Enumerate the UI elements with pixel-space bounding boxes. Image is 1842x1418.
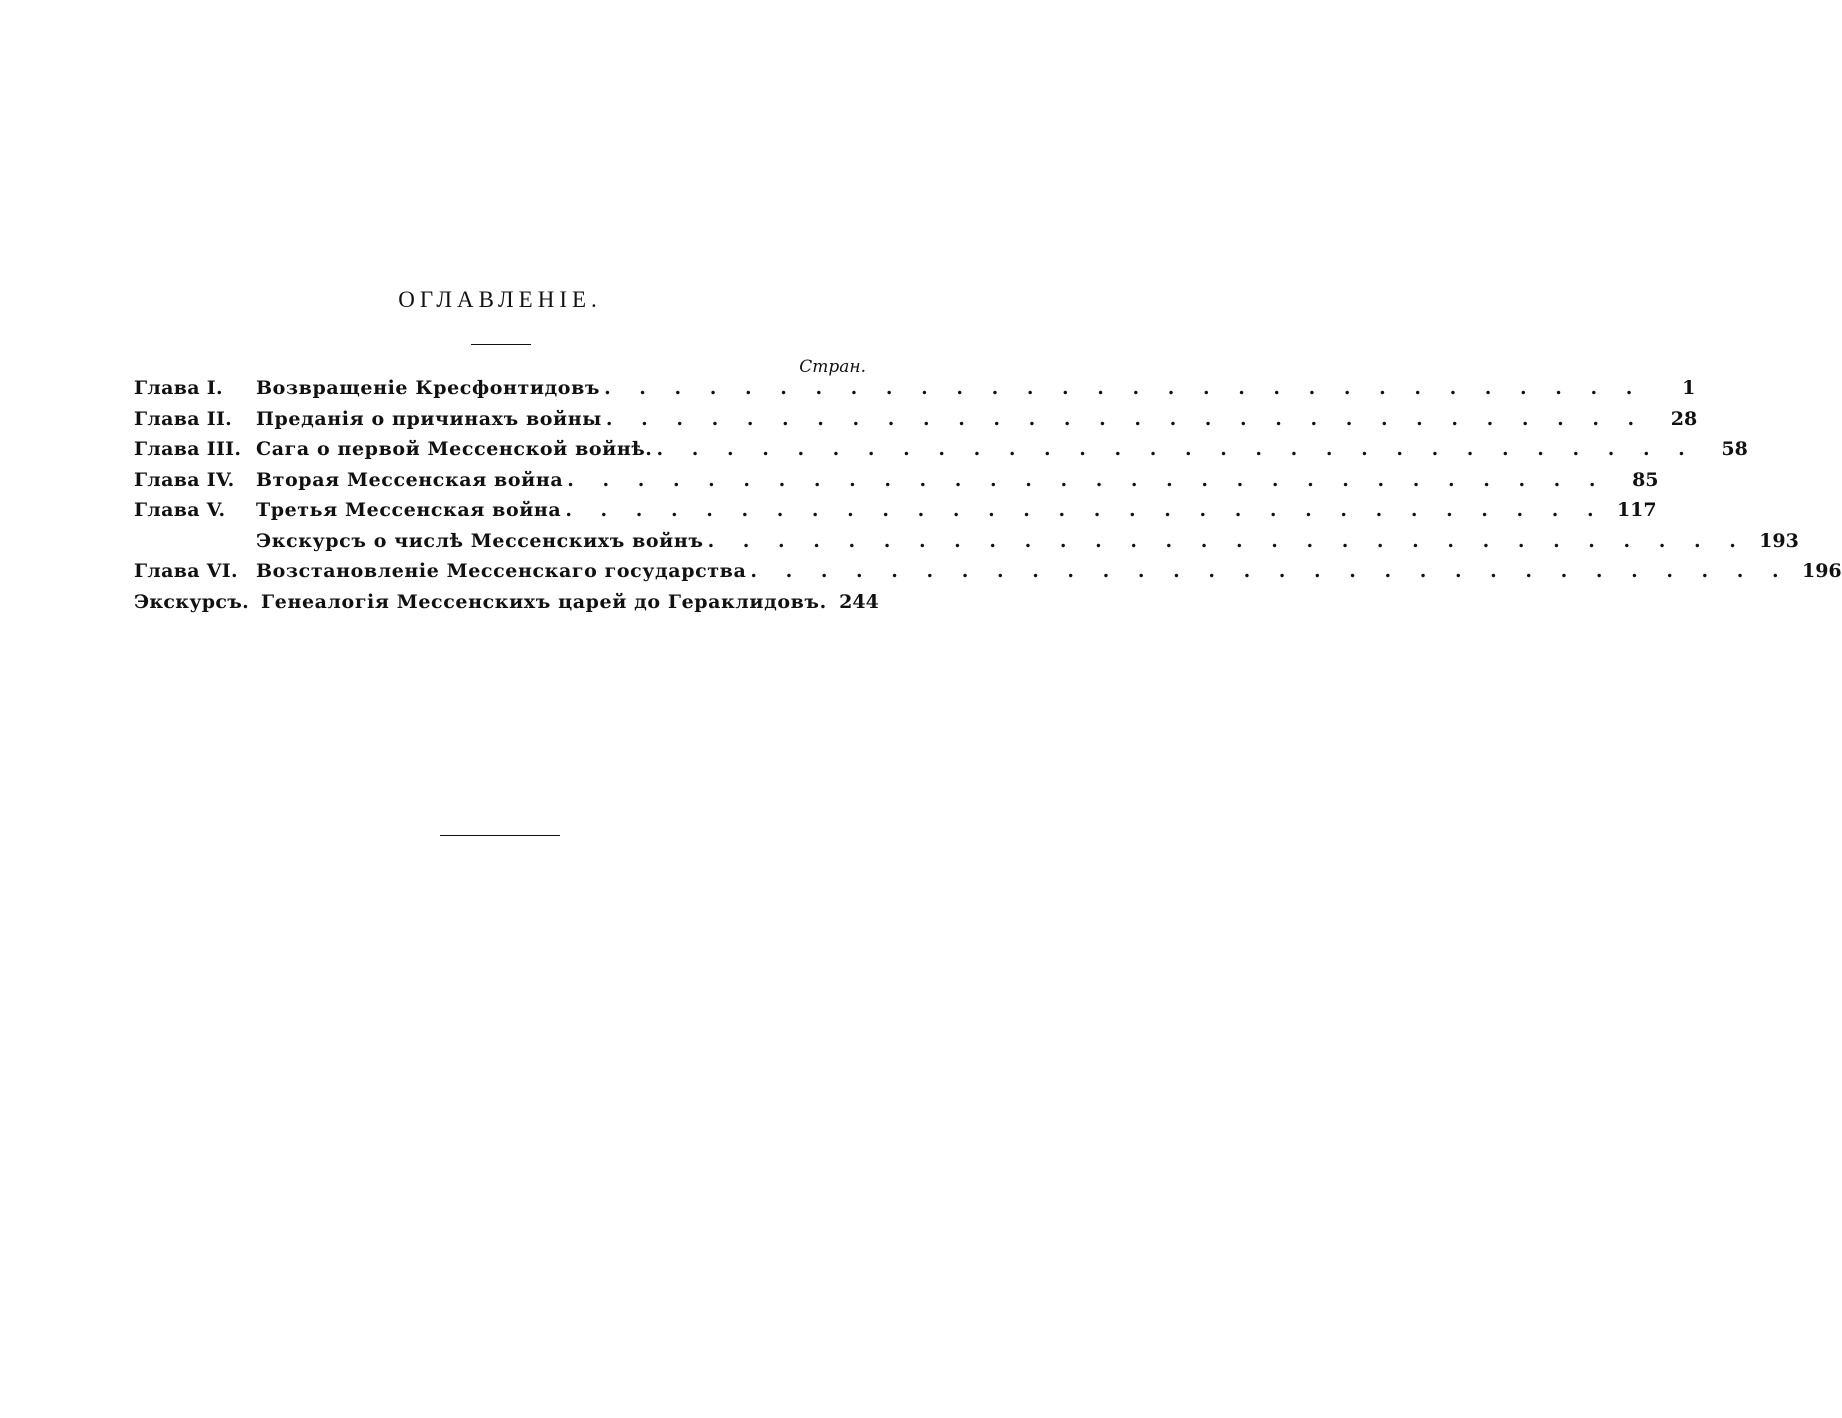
toc-entry-title: Сага о первой Мессенской войнѣ. xyxy=(256,438,653,460)
toc-entry-title: Преданія о причинахъ войны xyxy=(256,407,602,430)
dot-leader xyxy=(600,377,1643,399)
toc-entry-label: Глава I. xyxy=(134,377,223,399)
toc-entry-title: Вторая Мессенская война xyxy=(256,468,564,491)
toc-entry-page: 28 xyxy=(1670,407,1698,430)
dot-leader xyxy=(746,560,1789,582)
toc-entry-label: Глава II. xyxy=(134,407,233,430)
toc-entry-label: Глава IV. xyxy=(134,468,235,491)
toc-entry-chapter-6 xyxy=(134,560,1842,591)
toc-entry-chapter-5 xyxy=(134,499,1657,530)
table-of-contents xyxy=(134,377,1842,621)
toc-entry-title: Генеалогія Мессенскихъ царей до Гераклидовъ. xyxy=(261,590,827,613)
page-column-header: Стран. xyxy=(799,357,866,377)
toc-entry-page: 85 xyxy=(1632,468,1659,491)
end-divider xyxy=(440,835,560,836)
toc-entry-excursus-genealogy xyxy=(134,590,879,622)
toc-entry-label: Глава III. xyxy=(134,438,242,460)
toc-entry-page: 196 xyxy=(1801,560,1842,582)
toc-entry-page: 58 xyxy=(1721,438,1748,460)
dot-leader xyxy=(602,408,1645,430)
dot-leader xyxy=(561,499,1604,521)
toc-entry-title: Третья Мессенская война xyxy=(256,499,562,521)
toc-entry-title: Возстановленіе Мессенскаго государства xyxy=(256,560,747,582)
toc-entry-chapter-1 xyxy=(134,377,1696,408)
dot-leader xyxy=(653,438,1696,460)
toc-entry-page: 117 xyxy=(1616,499,1657,521)
toc-entry-label: Экскурсъ. xyxy=(134,590,250,613)
toc-entry-chapter-2 xyxy=(134,407,1698,439)
toc-entry-page: 193 xyxy=(1759,529,1799,552)
toc-entry-title: Экскурсъ о числѣ Мессенскихъ войнъ xyxy=(256,529,704,552)
title-divider xyxy=(471,344,531,345)
dot-leader xyxy=(704,530,1747,552)
toc-entry-page: 244 xyxy=(839,590,879,613)
dot-leader xyxy=(563,469,1606,491)
toc-entry-label: Глава VI. xyxy=(134,560,238,582)
toc-entry-page: 1 xyxy=(1682,377,1696,399)
toc-entry-chapter-3 xyxy=(134,438,1748,469)
toc-entry-title: Возвращеніе Кресфонтидовъ xyxy=(256,377,601,399)
page-title: ОГЛАВЛЕНІЕ. xyxy=(398,287,602,312)
toc-entry-excursus-wars xyxy=(134,529,1799,561)
toc-entry-chapter-4 xyxy=(134,468,1659,500)
toc-entry-label: Глава V. xyxy=(134,499,226,521)
